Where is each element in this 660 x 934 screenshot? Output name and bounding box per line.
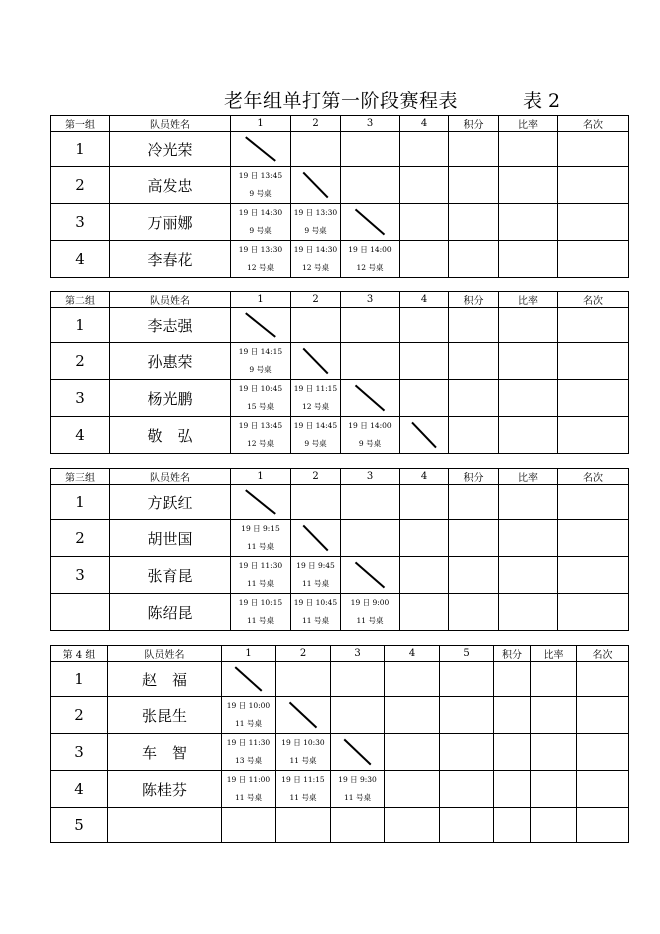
match-cell: [222, 697, 276, 734]
empty-cell: [400, 132, 449, 167]
player-number: 3: [51, 734, 108, 771]
player-number: 1: [51, 662, 108, 697]
score-cell: [449, 520, 499, 557]
match-cell: [291, 380, 341, 417]
table-row: [51, 557, 629, 594]
match-table: 12 号桌: [356, 263, 384, 272]
table-row: [51, 343, 629, 380]
match-cell: [276, 734, 331, 771]
empty-cell: [291, 132, 341, 167]
ratio-cell: [499, 132, 558, 167]
match-cell: [291, 204, 341, 241]
header-rank: 名次: [577, 646, 629, 662]
header-2: 2: [291, 469, 341, 485]
match-cell: [291, 241, 341, 278]
score-cell: [494, 697, 531, 734]
diagonal-cell: [291, 520, 341, 557]
player-name: 李志强: [110, 308, 231, 343]
match-table: 9 号桌: [304, 439, 327, 448]
group-4-table: [50, 645, 629, 843]
player-number: 4: [51, 417, 110, 454]
player-number: 2: [51, 520, 110, 557]
ratio-cell: [499, 557, 558, 594]
match-table: 9 号桌: [304, 226, 327, 235]
ratio-cell: [499, 485, 558, 520]
rank-cell: [558, 204, 629, 241]
empty-cell: [385, 771, 440, 808]
score-cell: [449, 557, 499, 594]
score-cell: [449, 308, 499, 343]
player-name: 冷光荣: [110, 132, 231, 167]
match-time: 19 日 9:45: [296, 561, 335, 570]
empty-cell: [400, 557, 449, 594]
match-table: 11 号桌: [235, 793, 262, 802]
header-4: 4: [385, 646, 440, 662]
header-4: 4: [400, 116, 449, 132]
group-label: 第一组: [51, 116, 110, 132]
header-name: 队员姓名: [108, 646, 222, 662]
header-1: 1: [222, 646, 276, 662]
diagonal-cell: [341, 380, 400, 417]
empty-cell: [400, 204, 449, 241]
match-time: 19 日 14:00: [348, 421, 392, 430]
diagonal-cell: [291, 167, 341, 204]
player-name: 赵 福: [108, 662, 222, 697]
player-number: 3: [51, 557, 110, 594]
rank-cell: [558, 167, 629, 204]
match-cell: [231, 343, 291, 380]
player-name: 张昆生: [108, 697, 222, 734]
header-3: 3: [341, 469, 400, 485]
table-row: [51, 734, 629, 771]
match-cell: [231, 520, 291, 557]
table-row: [51, 520, 629, 557]
header-ratio: 比率: [531, 646, 577, 662]
empty-cell: [400, 241, 449, 278]
ratio-cell: [499, 417, 558, 454]
empty-cell: [400, 308, 449, 343]
group-3-table: [50, 468, 629, 631]
match-time: 19 日 10:15: [238, 598, 283, 607]
empty-cell: [222, 808, 276, 843]
match-table: 9 号桌: [249, 365, 272, 374]
table-row: [51, 485, 629, 520]
header-1: 1: [231, 116, 291, 132]
ratio-cell: [499, 167, 558, 204]
rank-cell: [558, 485, 629, 520]
empty-cell: [385, 697, 440, 734]
rank-cell: [577, 662, 629, 697]
header-name: 队员姓名: [110, 292, 231, 308]
header-ratio: 比率: [499, 469, 558, 485]
header-row: [51, 646, 629, 662]
table-row: [51, 697, 629, 734]
empty-cell: [440, 697, 494, 734]
score-cell: [449, 417, 499, 454]
diagonal-cell: [231, 132, 291, 167]
match-cell: [341, 417, 400, 454]
ratio-cell: [531, 697, 577, 734]
score-cell: [494, 771, 531, 808]
match-time: 19 日 14:15: [238, 347, 283, 356]
table-row: [51, 380, 629, 417]
match-table: 11 号桌: [356, 616, 384, 625]
rank-cell: [558, 417, 629, 454]
match-cell: [276, 771, 331, 808]
player-name: 陈绍昆: [110, 594, 231, 631]
header-5: 5: [440, 646, 494, 662]
group-label: 第 4 组: [51, 646, 108, 662]
score-cell: [494, 662, 531, 697]
group-label: 第三组: [51, 469, 110, 485]
match-table: 15 号桌: [247, 402, 274, 411]
header-ratio: 比率: [499, 116, 558, 132]
empty-cell: [341, 308, 400, 343]
score-cell: [494, 734, 531, 771]
player-name: 车 智: [108, 734, 222, 771]
table-row: [51, 204, 629, 241]
match-cell: [231, 241, 291, 278]
match-table: 11 号桌: [247, 579, 274, 588]
match-cell: [231, 167, 291, 204]
match-cell: [222, 734, 276, 771]
match-cell: [291, 594, 341, 631]
empty-cell: [385, 734, 440, 771]
header-score: 积分: [449, 292, 499, 308]
ratio-cell: [499, 241, 558, 278]
empty-cell: [341, 132, 400, 167]
diagonal-cell: [400, 417, 449, 454]
match-cell: [231, 204, 291, 241]
diagonal-cell: [231, 308, 291, 343]
match-table: 12 号桌: [302, 402, 329, 411]
match-table: 11 号桌: [247, 542, 274, 551]
ratio-cell: [531, 808, 577, 843]
empty-cell: [341, 485, 400, 520]
empty-cell: [400, 594, 449, 631]
ratio-cell: [499, 380, 558, 417]
match-cell: [291, 417, 341, 454]
rank-cell: [558, 520, 629, 557]
match-time: 19 日 10:00: [226, 701, 271, 710]
match-time: 19 日 14:45: [293, 421, 338, 430]
empty-cell: [440, 808, 494, 843]
match-table: 12 号桌: [247, 263, 274, 272]
match-time: 19 日 10:45: [238, 384, 283, 393]
match-cell: [231, 417, 291, 454]
rank-cell: [558, 594, 629, 631]
group-2-table: [50, 291, 629, 454]
diagonal-cell: [231, 485, 291, 520]
header-2: 2: [276, 646, 331, 662]
score-cell: [449, 343, 499, 380]
match-time: 19 日 13:45: [238, 421, 283, 430]
table-row: [51, 308, 629, 343]
player-name: 胡世国: [110, 520, 231, 557]
player-number: 1: [51, 308, 110, 343]
match-time: 19 日 11:00: [226, 775, 271, 784]
player-number: 4: [51, 771, 108, 808]
player-number: 3: [51, 380, 110, 417]
match-time: 19 日 11:30: [238, 561, 283, 570]
score-cell: [449, 204, 499, 241]
rank-cell: [558, 132, 629, 167]
match-table: 11 号桌: [235, 719, 262, 728]
table-row: [51, 771, 629, 808]
match-time: 19 日 10:45: [293, 598, 338, 607]
rank-cell: [577, 808, 629, 843]
empty-cell: [341, 520, 400, 557]
header-rank: 名次: [558, 469, 629, 485]
empty-cell: [291, 485, 341, 520]
header-row: [51, 292, 629, 308]
player-number: 5: [51, 808, 108, 843]
empty-cell: [341, 343, 400, 380]
match-time: 19 日 9:15: [241, 524, 280, 533]
diagonal-cell: [276, 697, 331, 734]
empty-cell: [276, 662, 331, 697]
rank-cell: [558, 308, 629, 343]
rank-cell: [577, 734, 629, 771]
header-name: 队员姓名: [110, 469, 231, 485]
match-time: 19 日 13:30: [238, 245, 283, 254]
match-cell: [341, 241, 400, 278]
player-number: 2: [51, 167, 110, 204]
player-number: 1: [51, 485, 110, 520]
header-score: 积分: [494, 646, 531, 662]
empty-cell: [440, 771, 494, 808]
match-table: 11 号桌: [344, 793, 371, 802]
score-cell: [449, 241, 499, 278]
match-cell: [341, 594, 400, 631]
player-number: [51, 594, 110, 631]
match-table: 12 号桌: [247, 439, 274, 448]
score-cell: [449, 485, 499, 520]
match-time: 19 日 14:30: [293, 245, 338, 254]
header-4: 4: [400, 469, 449, 485]
header-1: 1: [231, 292, 291, 308]
header-4: 4: [400, 292, 449, 308]
match-cell: [331, 771, 385, 808]
diagonal-cell: [331, 734, 385, 771]
player-name: 张育昆: [110, 557, 231, 594]
score-cell: [449, 132, 499, 167]
group-1-table: [50, 115, 629, 278]
table-number: 表 2: [523, 90, 561, 112]
player-number: 3: [51, 204, 110, 241]
empty-cell: [400, 520, 449, 557]
match-time: 19 日 13:45: [238, 171, 283, 180]
score-cell: [494, 808, 531, 843]
match-time: 19 日 11:15: [281, 775, 325, 784]
diagonal-cell: [341, 557, 400, 594]
match-table: 11 号桌: [302, 616, 329, 625]
empty-cell: [331, 697, 385, 734]
match-table: 9 号桌: [249, 226, 272, 235]
table-row: [51, 167, 629, 204]
match-cell: [231, 594, 291, 631]
header-1: 1: [231, 469, 291, 485]
empty-cell: [331, 808, 385, 843]
player-name: 杨光鹏: [110, 380, 231, 417]
table-row: [51, 132, 629, 167]
diagonal-cell: [222, 662, 276, 697]
empty-cell: [440, 734, 494, 771]
empty-cell: [400, 485, 449, 520]
rank-cell: [558, 343, 629, 380]
player-name: 敬 弘: [110, 417, 231, 454]
ratio-cell: [499, 520, 558, 557]
rank-cell: [577, 771, 629, 808]
header-rank: 名次: [558, 116, 629, 132]
diagonal-cell: [291, 343, 341, 380]
empty-cell: [400, 167, 449, 204]
empty-cell: [291, 308, 341, 343]
match-time: 19 日 14:00: [348, 245, 392, 254]
header-row: [51, 116, 629, 132]
table-row: [51, 808, 629, 843]
match-table: 13 号桌: [235, 756, 262, 765]
player-number: 4: [51, 241, 110, 278]
match-time: 19 日 11:15: [293, 384, 338, 393]
player-name: 孙惠荣: [110, 343, 231, 380]
header-row: [51, 469, 629, 485]
player-name: 李春花: [110, 241, 231, 278]
rank-cell: [577, 697, 629, 734]
match-cell: [231, 557, 291, 594]
rank-cell: [558, 380, 629, 417]
table-row: [51, 241, 629, 278]
ratio-cell: [499, 204, 558, 241]
match-cell: [222, 771, 276, 808]
table-row: [51, 417, 629, 454]
empty-cell: [385, 662, 440, 697]
header-2: 2: [291, 116, 341, 132]
empty-cell: [276, 808, 331, 843]
player-name: [108, 808, 222, 843]
player-number: 2: [51, 697, 108, 734]
empty-cell: [385, 808, 440, 843]
ratio-cell: [499, 343, 558, 380]
empty-cell: [331, 662, 385, 697]
match-table: 11 号桌: [289, 793, 317, 802]
header-2: 2: [291, 292, 341, 308]
match-time: 19 日 13:30: [293, 208, 338, 217]
group-label: 第二组: [51, 292, 110, 308]
match-time: 19 日 9:00: [350, 598, 390, 607]
match-time: 19 日 11:30: [226, 738, 271, 747]
ratio-cell: [499, 308, 558, 343]
match-table: 9 号桌: [249, 189, 272, 198]
score-cell: [449, 380, 499, 417]
ratio-cell: [531, 771, 577, 808]
empty-cell: [400, 343, 449, 380]
match-table: 11 号桌: [302, 579, 329, 588]
header-3: 3: [341, 292, 400, 308]
header-3: 3: [331, 646, 385, 662]
player-name: 万丽娜: [110, 204, 231, 241]
rank-cell: [558, 241, 629, 278]
match-time: 19 日 10:30: [281, 738, 325, 747]
empty-cell: [440, 662, 494, 697]
page-title: 老年组单打第一阶段赛程表: [224, 90, 459, 112]
score-cell: [449, 167, 499, 204]
match-time: 19 日 9:30: [338, 775, 377, 784]
table-row: [51, 662, 629, 697]
player-number: 1: [51, 132, 110, 167]
header-3: 3: [341, 116, 400, 132]
ratio-cell: [499, 594, 558, 631]
header-score: 积分: [449, 116, 499, 132]
header-rank: 名次: [558, 292, 629, 308]
empty-cell: [400, 380, 449, 417]
match-table: 9 号桌: [358, 439, 382, 448]
match-cell: [231, 380, 291, 417]
player-number: 2: [51, 343, 110, 380]
player-name: 方跃红: [110, 485, 231, 520]
header-ratio: 比率: [499, 292, 558, 308]
ratio-cell: [531, 734, 577, 771]
header-name: 队员姓名: [110, 116, 231, 132]
match-table: 11 号桌: [289, 756, 317, 765]
rank-cell: [558, 557, 629, 594]
player-name: 高发忠: [110, 167, 231, 204]
match-cell: [291, 557, 341, 594]
match-table: 12 号桌: [302, 263, 329, 272]
player-name: 陈桂芬: [108, 771, 222, 808]
match-table: 11 号桌: [247, 616, 274, 625]
table-row: [51, 594, 629, 631]
empty-cell: [341, 167, 400, 204]
match-time: 19 日 14:30: [238, 208, 283, 217]
score-cell: [449, 594, 499, 631]
header-score: 积分: [449, 469, 499, 485]
diagonal-cell: [341, 204, 400, 241]
ratio-cell: [531, 662, 577, 697]
